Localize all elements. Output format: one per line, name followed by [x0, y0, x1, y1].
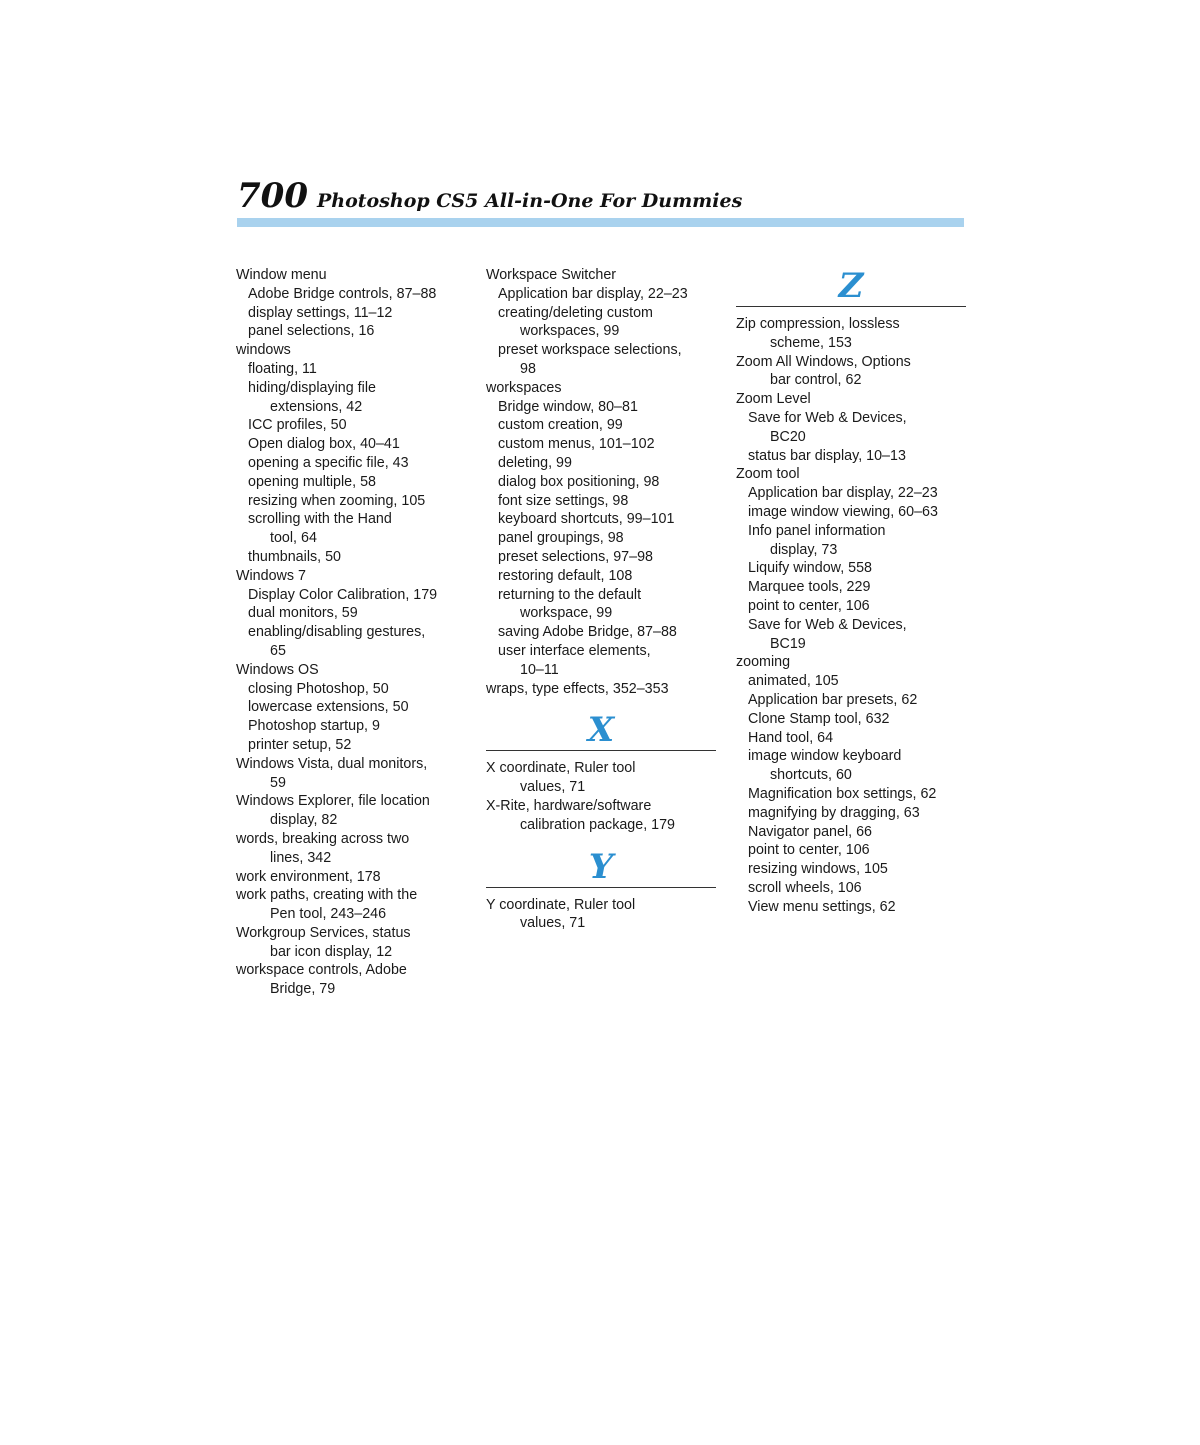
entry-text: panel selections, 16: [248, 323, 375, 340]
entry-text: Zoom All Windows, Options: [736, 353, 911, 370]
entry-text: Application bar presets, 62: [748, 691, 918, 708]
entry-text: scroll wheels, 106: [748, 879, 862, 896]
entry-continuation: 10–11: [520, 661, 559, 678]
index-subentry: [736, 785, 966, 804]
entry-text: Workgroup Services, status: [236, 924, 411, 941]
entry-text: point to center, 106: [748, 842, 870, 859]
entry-text: image window keyboard: [748, 748, 902, 765]
index-subentry: [236, 623, 468, 661]
entry-text: X coordinate, Ruler tool: [486, 760, 636, 777]
entry-text: resizing when zooming, 105: [248, 492, 426, 509]
entry-continuation: BC19: [770, 635, 806, 652]
entry-text: work paths, creating with the: [236, 887, 418, 904]
index-entry: [236, 661, 468, 680]
entry-text: Hand tool, 64: [748, 729, 834, 746]
index-entry: [236, 830, 468, 868]
index-subentry: [736, 747, 966, 785]
entry-text: zooming: [736, 654, 791, 671]
entry-continuation: values, 71: [520, 915, 586, 932]
entry-text: closing Photoshop, 50: [248, 680, 389, 697]
index-subentry: [486, 586, 716, 624]
entry-text: X-Rite, hardware/software: [486, 797, 652, 814]
entry-text: saving Adobe Bridge, 87–88: [498, 624, 677, 641]
index-entry: [236, 961, 468, 999]
entry-text: Navigator panel, 66: [748, 823, 872, 840]
entry-text: Bridge window, 80–81: [498, 398, 638, 415]
entry-text: point to center, 106: [748, 597, 870, 614]
index-entry: [736, 465, 966, 484]
index-subentry: [736, 559, 966, 578]
index-subentry: [736, 522, 966, 560]
index-subentry: [236, 680, 468, 699]
index-subentry: [736, 597, 966, 616]
index-subentry: [236, 473, 468, 492]
entry-continuation: 98: [520, 360, 536, 377]
entry-text: Zip compression, lossless: [736, 316, 900, 332]
index-subentry: [236, 454, 468, 473]
index-subentry: [236, 604, 468, 623]
entry-text: Liquify window, 558: [748, 560, 872, 577]
entry-text: wraps, type effects, 352–353: [486, 680, 669, 697]
index-entry: [486, 896, 716, 934]
entry-text: opening a specific file, 43: [248, 454, 409, 471]
entry-text: Application bar display, 22–23: [498, 285, 688, 302]
entry-text: preset selections, 97–98: [498, 548, 653, 565]
index-subentry: [736, 729, 966, 748]
entry-continuation: 59: [270, 774, 286, 791]
entry-text: custom creation, 99: [498, 417, 623, 434]
entry-continuation: shortcuts, 60: [770, 767, 852, 784]
index-subentry: [736, 710, 966, 729]
index-entry: [236, 924, 468, 962]
page-header: [237, 176, 964, 228]
index-subentry: [486, 623, 716, 642]
index-entry: [486, 797, 716, 835]
index-subentry: [236, 416, 468, 435]
index-subentry: [736, 804, 966, 823]
entry-text: Y coordinate, Ruler tool: [486, 896, 636, 913]
index-entry: [236, 868, 468, 887]
entry-text: Open dialog box, 40–41: [248, 436, 400, 453]
letter-rule-z: [736, 306, 966, 307]
index-subentry: [736, 691, 966, 710]
entry-text: restoring default, 108: [498, 567, 633, 584]
entry-text: Marquee tools, 229: [748, 579, 871, 596]
entry-text: font size settings, 98: [498, 492, 629, 509]
entry-text: user interface elements,: [498, 642, 651, 659]
entry-text: floating, 11: [248, 360, 317, 377]
entry-continuation: scheme, 153: [770, 334, 852, 351]
index-entry: [236, 341, 468, 360]
entry-text: Display Color Calibration, 179: [248, 586, 438, 603]
entry-text: Save for Web & Devices,: [748, 616, 907, 633]
entry-text: panel groupings, 98: [498, 530, 624, 547]
entry-continuation: values, 71: [520, 779, 586, 796]
entry-text: Info panel information: [748, 522, 886, 539]
entry-continuation: display, 73: [770, 541, 838, 558]
entry-text: creating/deleting custom: [498, 304, 653, 321]
entry-text: View menu settings, 62: [748, 898, 896, 915]
index-subentry: [236, 698, 468, 717]
index-subentry: [736, 860, 966, 879]
index-subentry: [486, 285, 716, 304]
index-entry: [486, 266, 716, 285]
entry-text: thumbnails, 50: [248, 548, 341, 565]
index-subentry: [486, 642, 716, 680]
entry-continuation: calibration package, 179: [520, 816, 675, 833]
index-subentry: [236, 304, 468, 323]
index-entry: [486, 680, 716, 699]
index-subentry: [486, 529, 716, 548]
entry-text: Workspace Switcher: [486, 267, 617, 283]
entry-text: scrolling with the Hand: [248, 511, 392, 528]
index-entry: [736, 390, 966, 409]
letter-rule-x: [486, 750, 716, 751]
entry-text: windows: [236, 342, 291, 359]
entry-text: resizing windows, 105: [748, 861, 888, 878]
entry-text: workspaces: [486, 379, 562, 396]
index-entry-list-w2: [486, 266, 716, 698]
entry-text: hiding/displaying file: [248, 379, 376, 396]
entry-text: Zoom Level: [736, 391, 811, 408]
letter-heading-x: X: [587, 710, 615, 751]
index-subentry: [486, 398, 716, 417]
index-subentry: [236, 717, 468, 736]
index-entry: [236, 792, 468, 830]
entry-continuation: Bridge, 79: [270, 981, 336, 998]
index-subentry: [236, 548, 468, 567]
index-subentry: [236, 492, 468, 511]
index-entry-list-w1: [236, 266, 468, 999]
entry-continuation: display, 82: [270, 812, 338, 829]
index-entry-list-z: [736, 315, 966, 917]
index-subentry: [486, 548, 716, 567]
entry-text: printer setup, 52: [248, 736, 352, 753]
entry-text: ICC profiles, 50: [248, 417, 347, 434]
header-rule: [237, 218, 964, 227]
entry-text: workspace controls, Adobe: [236, 962, 407, 979]
entry-text: Adobe Bridge controls, 87–88: [248, 285, 437, 302]
index-subentry: [736, 409, 966, 447]
index-subentry: [486, 435, 716, 454]
entry-text: preset workspace selections,: [498, 342, 682, 359]
entry-text: Application bar display, 22–23: [748, 485, 938, 502]
index-subentry: [236, 435, 468, 454]
index-entry: [236, 567, 468, 586]
index-column-1: [236, 266, 468, 999]
index-entry: [736, 653, 966, 672]
index-subentry: [486, 510, 716, 529]
entry-text: keyboard shortcuts, 99–101: [498, 511, 675, 528]
entry-text: Window menu: [236, 267, 327, 283]
index-subentry: [736, 898, 966, 917]
entry-text: magnifying by dragging, 63: [748, 804, 920, 821]
entry-text: opening multiple, 58: [248, 473, 376, 490]
entry-continuation: lines, 342: [270, 849, 332, 866]
entry-text: image window viewing, 60–63: [748, 503, 938, 520]
index-entry-list-y: [486, 896, 716, 934]
entry-continuation: workspaces, 99: [520, 323, 620, 340]
entry-text: Windows 7: [236, 567, 306, 584]
index-subentry: [236, 736, 468, 755]
entry-text: Clone Stamp tool, 632: [748, 710, 890, 727]
entry-text: custom menus, 101–102: [498, 436, 655, 453]
index-subentry: [486, 454, 716, 473]
index-subentry: [236, 360, 468, 379]
index-subentry: [236, 285, 468, 304]
index-column-2: [486, 266, 716, 933]
entry-text: status bar display, 10–13: [748, 447, 906, 464]
entry-continuation: 65: [270, 642, 286, 659]
entry-continuation: bar icon display, 12: [270, 943, 393, 960]
index-subentry: [736, 823, 966, 842]
entry-text: dual monitors, 59: [248, 605, 358, 622]
entry-text: Magnification box settings, 62: [748, 785, 937, 802]
index-entry: [236, 266, 468, 285]
index-entry: [736, 353, 966, 391]
entry-text: work environment, 178: [236, 868, 381, 885]
page-number: 700: [237, 176, 308, 216]
index-subentry: [736, 672, 966, 691]
index-subentry: [736, 578, 966, 597]
entry-text: Windows Explorer, file location: [236, 793, 430, 810]
index-subentry: [486, 416, 716, 435]
index-subentry: [736, 616, 966, 654]
index-subentry: [736, 841, 966, 860]
letter-heading-y: Y: [588, 846, 614, 887]
index-subentry: [236, 510, 468, 548]
index-subentry: [486, 492, 716, 511]
entry-text: lowercase extensions, 50: [248, 699, 409, 716]
index-entry-list-x: [486, 759, 716, 834]
entry-text: Zoom tool: [736, 466, 800, 483]
index-subentry: [236, 379, 468, 417]
index-subentry: [236, 322, 468, 341]
entry-continuation: Pen tool, 243–246: [270, 906, 387, 923]
entry-text: animated, 105: [748, 673, 839, 690]
index-column-3: [736, 266, 966, 917]
letter-rule-y: [486, 887, 716, 888]
entry-continuation: bar control, 62: [770, 372, 862, 389]
entry-continuation: tool, 64: [270, 530, 317, 547]
index-subentry: [486, 341, 716, 379]
entry-text: Windows Vista, dual monitors,: [236, 755, 428, 772]
entry-text: deleting, 99: [498, 454, 572, 471]
index-subentry: [736, 484, 966, 503]
entry-text: dialog box positioning, 98: [498, 473, 660, 490]
entry-text: Photoshop startup, 9: [248, 718, 380, 735]
letter-heading-z: Z: [838, 266, 864, 306]
entry-text: Save for Web & Devices,: [748, 409, 907, 426]
index-entry: [486, 379, 716, 398]
index-subentry: [486, 567, 716, 586]
index-subentry: [486, 473, 716, 492]
entry-text: words, breaking across two: [236, 830, 410, 847]
entry-continuation: extensions, 42: [270, 398, 363, 415]
index-subentry: [736, 503, 966, 522]
entry-continuation: workspace, 99: [520, 605, 613, 622]
entry-continuation: BC20: [770, 428, 806, 445]
index-subentry: [486, 304, 716, 342]
index-subentry: [736, 879, 966, 898]
entry-text: Windows OS: [236, 661, 319, 678]
index-subentry: [736, 447, 966, 466]
index-entry: [236, 886, 468, 924]
index-entry: [736, 315, 966, 353]
entry-text: display settings, 11–12: [248, 304, 393, 321]
entry-text: returning to the default: [498, 586, 642, 603]
index-entry: [236, 755, 468, 793]
index-subentry: [236, 586, 468, 605]
book-title: Photoshop CS5 All-in-One For Dummies: [317, 190, 743, 212]
index-entry: [486, 759, 716, 797]
entry-text: enabling/disabling gestures,: [248, 624, 426, 641]
